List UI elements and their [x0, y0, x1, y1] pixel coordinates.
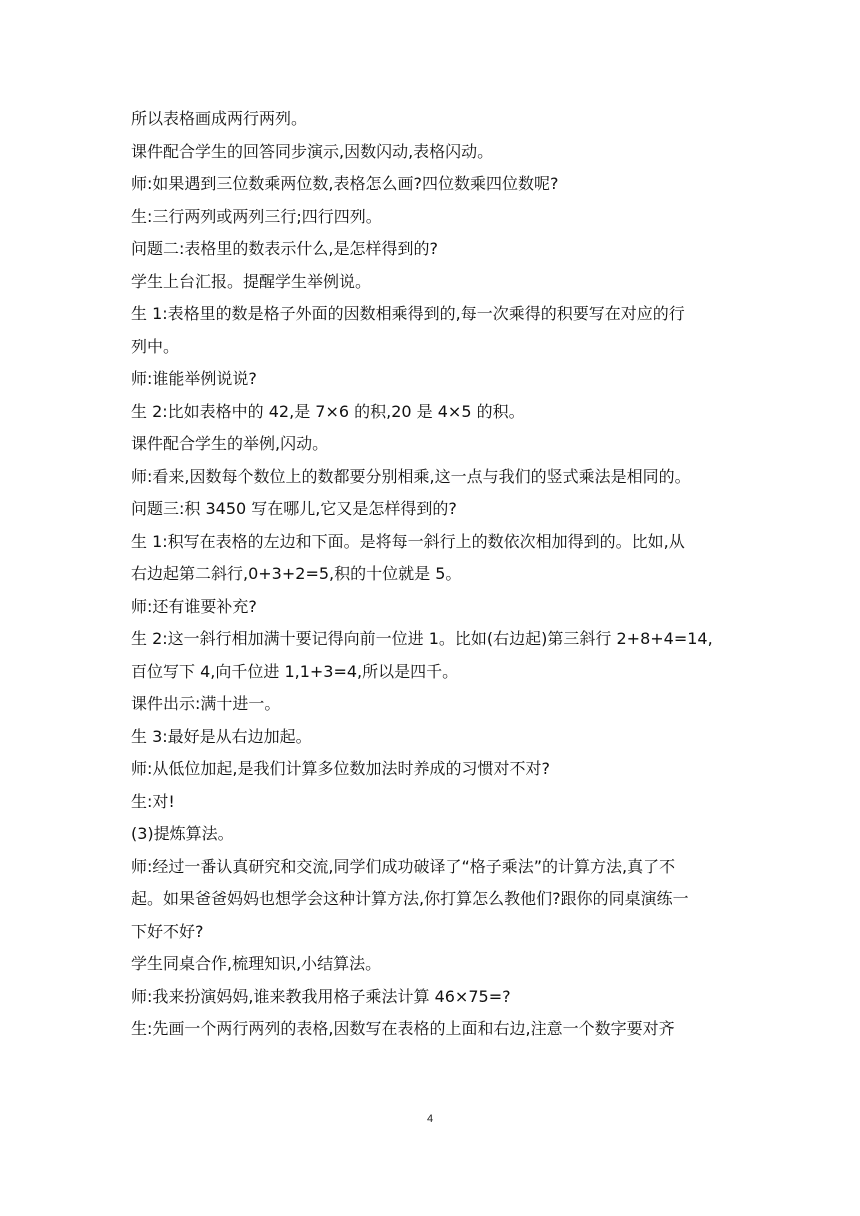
- text-line-14: 生 1:积写在表格的左边和下面。是将每一斜行上的数依次相加得到的。比如,从: [131, 531, 685, 551]
- text-line-27: 学生同桌合作,梳理知识,小结算法。: [131, 954, 382, 973]
- text-line-22: 生:对!: [131, 791, 175, 811]
- text-line-8: 列中。: [131, 336, 180, 356]
- text-line-12: 师:看来,因数每个数位上的数都要分别相乘,这一点与我们的竖式乘法是相同的。: [131, 466, 691, 486]
- text-line-2: 课件配合学生的回答同步演示,因数闪动,表格闪动。: [131, 141, 494, 161]
- text-line-3: 师:如果遇到三位数乘两位数,表格怎么画?四位数乘四位数呢?: [131, 174, 559, 193]
- text-line-20: 生 3:最好是从右边加起。: [131, 726, 312, 746]
- text-line-4: 生:三行两列或两列三行;四行四列。: [131, 206, 382, 226]
- document-body: [131, 103, 731, 1046]
- text-line-23: (3)提炼算法。: [131, 824, 234, 843]
- text-line-13: 问题三:积 3450 写在哪儿,它又是怎样得到的?: [131, 499, 457, 518]
- text-line-10: 生 2:比如表格中的 42,是 7×6 的积,20 是 4×5 的积。: [131, 401, 525, 421]
- text-line-15: 右边起第二斜行,0+3+2=5,积的十位就是 5。: [131, 564, 462, 583]
- text-line-7: 生 1:表格里的数是格子外面的因数相乘得到的,每一次乘得的积要写在对应的行: [131, 304, 685, 323]
- text-line-9: 师:谁能举例说说?: [131, 369, 257, 388]
- text-line-25: 起。如果爸爸妈妈也想学会这种计算方法,你打算怎么教他们?跟你的同桌演练一: [131, 889, 689, 908]
- text-line-1: 所以表格画成两行两列。: [131, 109, 308, 128]
- text-line-6: 学生上台汇报。提醒学生举例说。: [131, 271, 372, 291]
- text-line-28: 师:我来扮演妈妈,谁来教我用格子乘法计算 46×75=?: [131, 986, 511, 1006]
- text-line-11: 课件配合学生的举例,闪动。: [131, 434, 329, 453]
- text-line-24: 师:经过一番认真研究和交流,同学们成功破译了“格子乘法”的计算方法,真了不: [131, 856, 676, 876]
- text-line-17: 生 2:这一斜行相加满十要记得向前一位进 1。比如(右边起)第三斜行 2+8+4=14,: [131, 629, 713, 648]
- text-line-16: 师:还有谁要补充?: [131, 596, 257, 616]
- text-line-18: 百位写下 4,向千位进 1,1+3=4,所以是四千。: [131, 661, 459, 681]
- text-line-21: 师:从低位加起,是我们计算多位数加法时养成的习惯对不对?: [131, 759, 550, 778]
- text-line-19: 课件出示:满十进一。: [131, 694, 281, 713]
- text-line-29: 生:先画一个两行两列的表格,因数写在表格的上面和右边,注意一个数字要对齐: [131, 1019, 675, 1038]
- page-number: 4: [426, 1113, 434, 1125]
- text-line-26: 下好不好?: [131, 921, 204, 941]
- text-line-5: 问题二:表格里的数表示什么,是怎样得到的?: [131, 239, 438, 258]
